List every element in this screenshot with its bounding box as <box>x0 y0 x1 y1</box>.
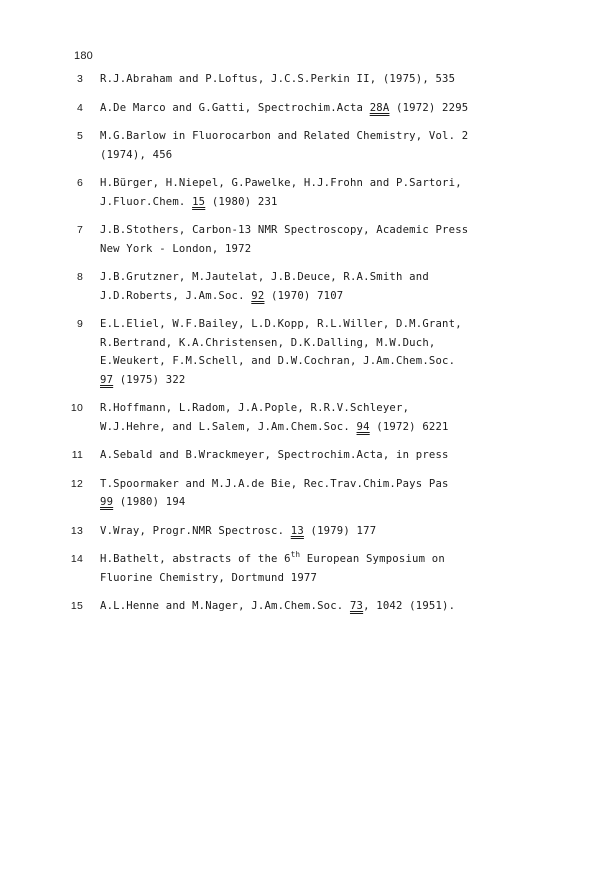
reference-entry <box>0 174 593 211</box>
volume-number: 15 <box>192 195 206 208</box>
reference-number: 6 <box>76 177 83 189</box>
text-segment: T.Spoormaker and M.J.A.de Bie, Rec.Trav.Chim.Pays Pas <box>100 477 449 490</box>
reference-line <box>100 70 520 89</box>
reference-entry <box>0 221 593 258</box>
volume-number: 13 <box>290 524 304 537</box>
text-segment: R.Hoffmann, L.Radom, J.A.Pople, R.R.V.Schleyer, <box>100 402 410 414</box>
text-segment: A.L.Henne and M.Nager, J.Am.Chem.Soc. <box>100 600 350 612</box>
volume-number: 92 <box>251 289 265 302</box>
reference-entry <box>0 99 593 118</box>
volume-number: 97 <box>100 373 114 386</box>
text-segment: J.Fluor.Chem. <box>100 195 193 208</box>
text-segment: J.B.Grutzner, M.Jautelat, J.B.Deuce, R.A.Smith and <box>100 271 429 283</box>
text-segment: H.Bürger, H.Niepel, G.Pawelke, H.J.Frohn and P.Sartori, <box>100 177 462 189</box>
reference-line <box>100 287 520 306</box>
volume-number: 28A <box>369 101 390 114</box>
reference-entry <box>0 399 593 436</box>
reference-number: 7 <box>76 224 83 236</box>
text-segment: M.G.Barlow in Fluorocarbon and Related Chemistry, Vol. 2 <box>100 130 469 142</box>
reference-text <box>100 127 520 164</box>
reference-number: 5 <box>76 130 83 142</box>
volume-number: 99 <box>100 496 114 508</box>
reference-number: 12 <box>70 477 83 490</box>
text-segment: H.Bathelt, abstracts of the 6 <box>100 553 291 565</box>
reference-text <box>100 174 520 211</box>
reference-line <box>100 334 520 353</box>
reference-text <box>100 597 520 616</box>
text-segment: R.J.Abraham and P.Loftus, J.C.S.Perkin II, (1975), 535 <box>100 73 456 85</box>
text-segment: V.Wray, Progr.NMR Spectrosc. <box>100 524 291 537</box>
reference-entry <box>0 597 593 616</box>
reference-text <box>100 399 520 436</box>
text-segment: (1980) 231 <box>205 195 278 208</box>
reference-entry <box>0 522 593 541</box>
reference-text <box>100 522 520 541</box>
text-segment: A.Sebald and B.Wrackmeyer, Spectrochim.Acta, in press <box>100 449 449 461</box>
reference-number: 10 <box>70 402 83 414</box>
reference-number: 9 <box>76 318 83 330</box>
reference-number: 15 <box>70 600 83 612</box>
reference-line <box>100 99 520 118</box>
text-segment: A.De Marco and G.Gatti, Spectrochim.Acta <box>100 101 370 114</box>
reference-text <box>100 315 520 389</box>
text-segment: (1972) 2295 <box>389 101 469 114</box>
reference-entry <box>0 550 593 587</box>
text-segment: J.D.Roberts, J.Am.Soc. <box>100 289 252 302</box>
text-segment: , 1042 (1951). <box>363 600 456 612</box>
reference-line <box>100 352 520 371</box>
reference-line <box>100 446 520 465</box>
reference-line <box>100 418 520 437</box>
reference-line <box>100 221 520 240</box>
reference-entry <box>0 315 593 389</box>
reference-text <box>100 268 520 305</box>
reference-text <box>100 70 520 89</box>
reference-text <box>100 475 520 512</box>
reference-text <box>100 99 520 118</box>
volume-number: 73 <box>349 600 364 612</box>
reference-number: 14 <box>70 553 83 565</box>
reference-number: 3 <box>76 73 83 85</box>
text-segment: Fluorine Chemistry, Dortmund 1977 <box>100 571 318 584</box>
reference-line <box>100 240 520 259</box>
reference-line <box>100 193 520 212</box>
reference-line <box>100 399 520 418</box>
text-segment: (1975) 322 <box>113 373 186 386</box>
reference-entry <box>0 446 593 465</box>
reference-line <box>100 268 520 287</box>
text-segment: E.L.Eliel, W.F.Bailey, L.D.Kopp, R.L.Willer, D.M.Grant, <box>100 318 462 330</box>
reference-entry <box>0 127 593 164</box>
reference-line <box>100 475 520 494</box>
reference-line <box>100 174 520 193</box>
text-segment: New York - London, 1972 <box>100 242 252 255</box>
volume-number: 94 <box>356 420 370 433</box>
text-segment: E.Weukert, F.M.Schell, and D.W.Cochran, J.Am.Chem.Soc. <box>100 355 456 367</box>
text-segment: J.B.Stothers, Carbon-13 NMR Spectroscopy, Academic Press <box>100 224 469 236</box>
reference-number: 11 <box>71 449 83 461</box>
reference-number: 8 <box>76 271 83 283</box>
reference-text <box>100 221 520 258</box>
reference-number: 4 <box>76 101 83 114</box>
text-segment: European Symposium on <box>300 553 445 565</box>
text-segment: (1980) 194 <box>113 496 186 508</box>
reference-line <box>100 493 520 512</box>
reference-entry <box>0 70 593 89</box>
reference-entry <box>0 475 593 512</box>
page-number: 180 <box>74 50 93 62</box>
reference-line <box>100 522 520 541</box>
text-segment: (1970) 7107 <box>264 289 344 302</box>
reference-line <box>100 550 520 569</box>
reference-line <box>100 371 520 390</box>
superscript: th <box>290 550 301 559</box>
reference-line <box>100 127 520 146</box>
reference-number: 13 <box>70 524 83 537</box>
text-segment: (1979) 177 <box>303 524 377 537</box>
reference-line <box>100 597 520 616</box>
text-segment: (1974), 456 <box>100 148 173 161</box>
text-segment: W.J.Hehre, and L.Salem, J.Am.Chem.Soc. <box>100 420 357 433</box>
reference-line <box>100 146 520 165</box>
reference-entry <box>0 268 593 305</box>
reference-list <box>0 70 593 626</box>
text-segment: (1972) 6221 <box>369 420 449 433</box>
reference-line <box>100 315 520 334</box>
text-segment: R.Bertrand, K.A.Christensen, D.K.Dalling, M.W.Duch, <box>100 336 436 349</box>
reference-text <box>100 550 520 587</box>
reference-text <box>100 446 520 465</box>
reference-line <box>100 569 520 588</box>
